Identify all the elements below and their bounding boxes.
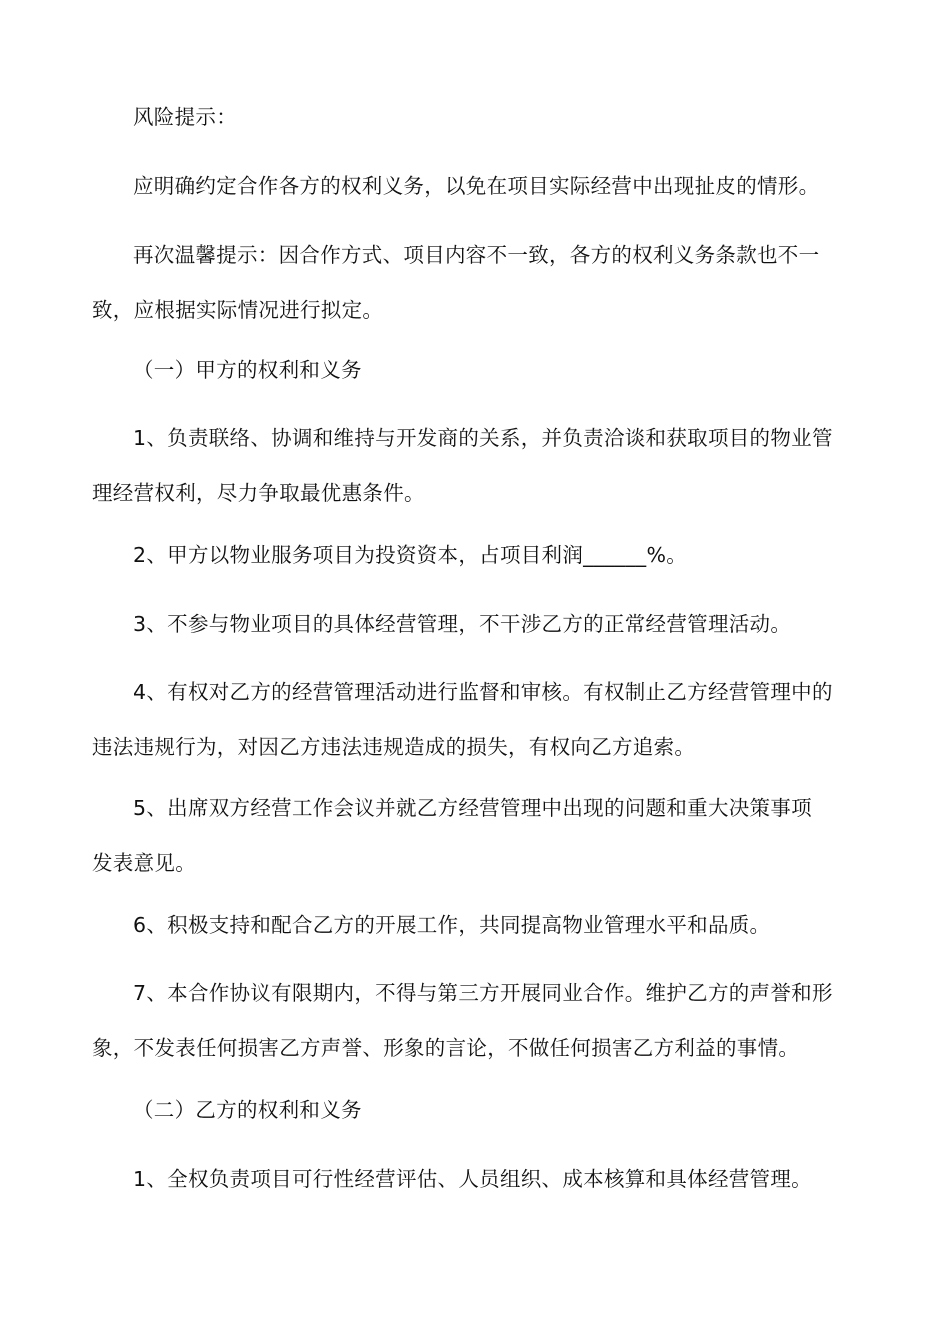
risk-heading: [92, 90, 862, 145]
text-line: 致，应根据实际情况进行拟定。: [92, 298, 384, 322]
text-line: 1、全权负责项目可行性经营评估、人员组织、成本核算和具体经营管理。: [133, 1167, 812, 1191]
text-line: 2、甲方以物业服务项目为投资资本，占项目利润______%。: [133, 543, 688, 567]
clause-a-1: [92, 411, 862, 521]
clause-a-7: [92, 966, 862, 1076]
paragraph-risk-note: [92, 159, 862, 214]
text-line: 象，不发表任何损害乙方声誉、形象的言论，不做任何损害乙方利益的事情。: [92, 1036, 800, 1060]
text-line: 7、本合作协议有限期内，不得与第三方开展同业合作。维护乙方的声誉和形: [133, 981, 833, 1005]
clause-a-6: [92, 898, 862, 953]
clause-a-5: [92, 781, 862, 891]
text-line: 理经营权利，尽力争取最优惠条件。: [92, 481, 425, 505]
section-heading-party-a: [92, 343, 862, 398]
text-line: 再次温馨提示：因合作方式、项目内容不一致，各方的权利义务条款也不一: [133, 243, 820, 267]
text-line: 发表意见。: [92, 851, 196, 875]
paragraph-reminder: [92, 228, 862, 338]
text-line: 4、有权对乙方的经营管理活动进行监督和审核。有权制止乙方经营管理中的: [133, 680, 833, 704]
text-line: 5、出席双方经营工作会议并就乙方经营管理中出现的问题和重大决策事项: [133, 796, 812, 820]
clause-a-4: [92, 665, 862, 775]
text-line: 6、积极支持和配合乙方的开展工作，共同提高物业管理水平和品质。: [133, 913, 771, 937]
clause-b-1: [92, 1152, 862, 1207]
clause-a-2: [92, 528, 862, 583]
text-line: 违法违规行为，对因乙方违法违规造成的损失，有权向乙方追索。: [92, 735, 696, 759]
text-line: 应明确约定合作各方的权利义务，以免在项目实际经营中出现扯皮的情形。: [133, 174, 820, 198]
text-line: 1、负责联络、协调和维持与开发商的关系，并负责洽谈和获取项目的物业管: [133, 426, 833, 450]
text-line: 风险提示：: [133, 105, 237, 129]
section-heading-party-b: [92, 1083, 862, 1138]
text-line: （一）甲方的权利和义务: [133, 358, 362, 382]
clause-a-3: [92, 597, 862, 652]
text-line: 3、不参与物业项目的具体经营管理，不干涉乙方的正常经营管理活动。: [133, 612, 792, 636]
text-line: （二）乙方的权利和义务: [133, 1098, 362, 1122]
